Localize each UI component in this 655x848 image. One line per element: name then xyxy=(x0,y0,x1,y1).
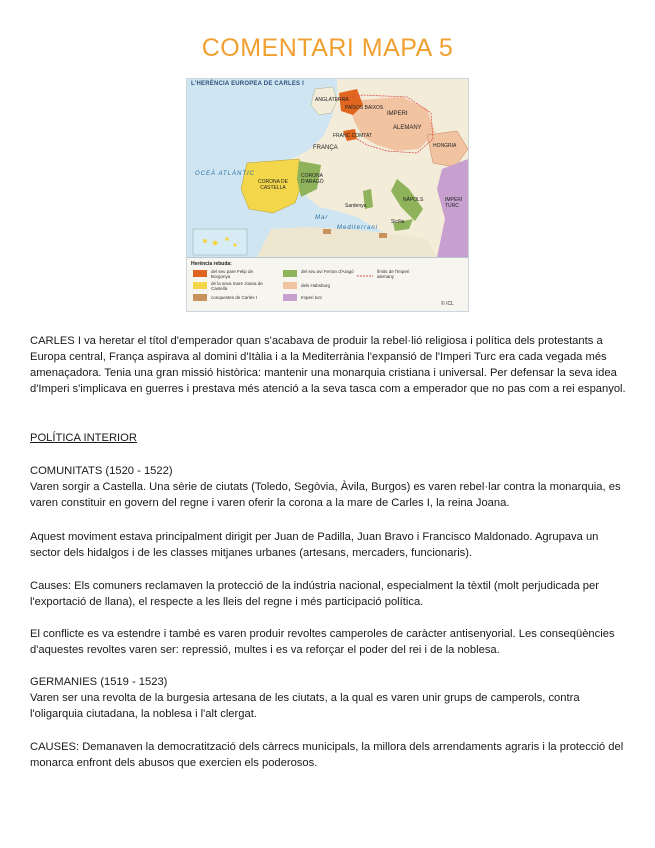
label-alemany: ALEMANY xyxy=(393,125,422,131)
label-corona-castella: CORONA DE CASTELLA xyxy=(257,179,288,191)
europe-map-graphic xyxy=(187,79,468,257)
label-paisos-baixos: PAÏSOS BAIXOS xyxy=(345,105,384,111)
germanies-p2-block xyxy=(30,739,630,771)
section-heading: POLÍTICA INTERIOR xyxy=(30,432,137,444)
label-imperi: IMPERI xyxy=(387,111,408,117)
comunitats-p4-block xyxy=(30,626,630,658)
map-legend xyxy=(187,257,468,312)
legend-border-line xyxy=(357,274,373,278)
label-sardenya: Sardenya xyxy=(345,203,367,209)
germanies-heading: GERMANIES (1519 - 1523) xyxy=(30,676,168,688)
germanies-p1: Varen ser una revolta de la burgesia artesana de les ciutats, a la qual es varen unir grups de camperols, contra l'oligarquia ciutadana, la noblesa i l'alt clergat. xyxy=(30,692,580,720)
legend-item-limits: límits de l'Imperi alemany xyxy=(377,269,410,279)
label-anglaterra: ANGLATERRA xyxy=(315,97,349,103)
legend-item-felip: del seu pare Felip de Borgonya xyxy=(211,269,254,279)
comunitats-p2: Aquest moviment estava principalment dirigit per Juan de Padilla, Juan Bravo i Francisco Maldonado. Agrupava un sector dels hidalgos i de les classes mitjanes urbanes (artesans, mercaders, funcionaris). xyxy=(30,531,599,559)
label-franc-comtat: FRANC COMTAT xyxy=(333,133,372,139)
comunitats-p3-block xyxy=(30,578,630,610)
map-copyright: © ICL xyxy=(441,301,454,307)
map-title: L'HERÈNCIA EUROPEA DE CARLES I xyxy=(191,81,304,87)
legend-item-ferran: del seu avi Ferran d'Aragó xyxy=(301,269,354,274)
germanies-section xyxy=(30,674,630,722)
label-ocea: OCEÀ ATLÀNTIC xyxy=(195,171,256,177)
legend-swatch-carles xyxy=(193,294,207,301)
map-figure xyxy=(186,78,469,312)
section-politica-interior xyxy=(30,430,630,446)
legend-swatch-ferran xyxy=(283,270,297,277)
comunitats-heading: COMUNITATS (1520 - 1522) xyxy=(30,465,173,477)
label-hongria: HONGRIA xyxy=(433,143,457,149)
legend-item-joana: de la seva mare Joana de Castella xyxy=(211,281,263,291)
legend-swatch-turc xyxy=(283,294,297,301)
label-corona-arago: CORONA D'ARAGÓ xyxy=(301,173,324,185)
legend-item-habsburg: dels Habsburg xyxy=(301,283,331,288)
legend-swatch-felip xyxy=(193,270,207,277)
label-mediterrani: Mediterrani xyxy=(337,225,379,231)
intro-text: CARLES I va heretar el títol d'emperador quan s'acabava de produir la rebel·lió religiosa i política dels protestants a Europa central, França aspirava al domini d'Itàlia i a la Mediterrània l'expansió de l'Imperi Turc era cada vegada més amenaçadora. Tenia una gran missió històrica: mantenir una monarquia cristiana i universal. Per defensar la seva idea d'Imperi s'implicava en guerres i prestava més atenció a la seva tasca com a emperador que no pas com a rei espanyol. xyxy=(30,335,626,395)
legend-item-turc: Imperi turc xyxy=(301,295,323,300)
legend-item-carles: conquestes de Carles I xyxy=(211,295,258,300)
legend-swatch-habsburg xyxy=(283,282,297,289)
label-franca: FRANÇA xyxy=(313,145,338,151)
comunitats-p1: Varen sorgir a Castella. Una sèrie de ciutats (Toledo, Segòvia, Àvila, Burgos) es varen rebel·lar contra la monarquia, es varen constituir en govern del regne i varen oferir la corona a la mare de Carles I, la reina Joana. xyxy=(30,481,621,509)
legend-swatch-joana xyxy=(193,282,207,289)
comunitats-p2-block xyxy=(30,529,630,561)
comunitats-section xyxy=(30,463,630,511)
intro-paragraph xyxy=(30,333,630,397)
germanies-p2: CAUSES: Demanaven la democratització dels càrrecs municipals, la millora dels arrendaments agraris i la protecció del monarca enfront dels abusos que exercien els poderosos. xyxy=(30,741,624,769)
comunitats-p3: Causes: Els comuners reclamaven la protecció de la indústria nacional, especialment la tèxtil (molt perjudicada per l'exportació de llana), el respecte a les lleis del regne i més participació política. xyxy=(30,580,599,608)
label-imperi-turc: IMPERI TURC xyxy=(445,197,463,209)
label-sicilia: Sicília xyxy=(391,219,405,225)
legend-title: Herència rebuda: xyxy=(191,261,232,267)
comunitats-p4: El conflicte es va estendre i també es varen produir revoltes camperoles de caràcter antisenyorial. Les conseqüències d'aquestes revoltes varen ser: repressió, multes i es va reforçar el poder del rei i de la noblesa. xyxy=(30,628,615,656)
label-napols: NÀPOLS xyxy=(403,197,424,203)
label-mar: Mar xyxy=(315,215,329,221)
page-title: COMENTARI MAPA 5 xyxy=(201,34,454,62)
